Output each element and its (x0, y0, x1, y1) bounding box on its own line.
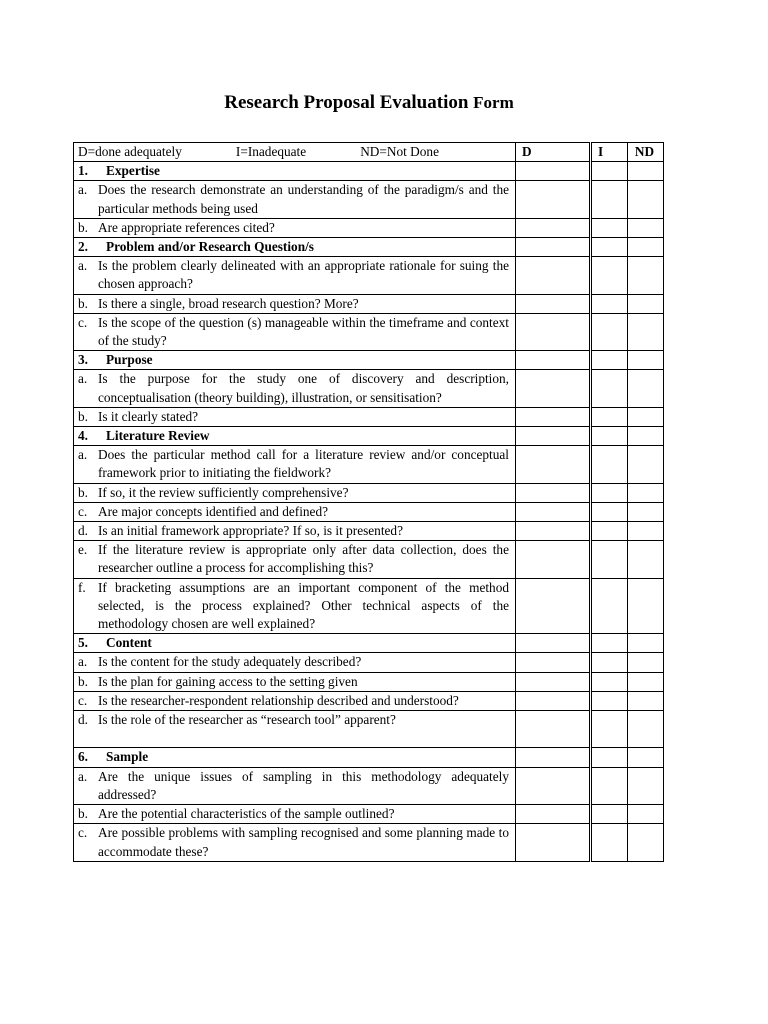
rating-cell-i[interactable] (592, 634, 628, 653)
question-text (74, 691, 516, 710)
section-row (74, 238, 664, 257)
row-text: Problem and/or Research Question/s (106, 239, 314, 255)
rating-cell-i[interactable] (592, 522, 628, 541)
question-row (74, 767, 664, 804)
rating-cell-nd[interactable] (628, 748, 664, 767)
rating-cell-d[interactable] (516, 483, 590, 502)
section-heading (74, 748, 516, 767)
question-text (74, 578, 516, 634)
rating-cell-d[interactable] (516, 427, 590, 446)
rating-cell-d[interactable] (516, 181, 590, 218)
rating-cell-nd[interactable] (628, 181, 664, 218)
rating-cell-nd[interactable] (628, 218, 664, 237)
question-text (74, 313, 516, 350)
rating-cell-nd[interactable] (628, 257, 664, 294)
row-text: If bracketing assumptions are an important component of the method selected, is the process explained? Other technical aspects of the methodology chosen are well explained? (98, 579, 509, 632)
rating-cell-nd[interactable] (628, 427, 664, 446)
rating-cell-i[interactable] (592, 313, 628, 350)
rating-cell-i[interactable] (592, 218, 628, 237)
page-title (0, 92, 738, 114)
rating-cell-d[interactable] (516, 653, 590, 672)
rating-cell-nd[interactable] (628, 672, 664, 691)
rating-cell-i[interactable] (592, 483, 628, 502)
row-label: b. (78, 673, 88, 689)
rating-cell-d[interactable] (516, 238, 590, 257)
rating-cell-i[interactable] (592, 351, 628, 370)
row-label: 1. (78, 163, 88, 179)
question-text (74, 446, 516, 483)
page-title-form: Form (473, 93, 514, 112)
evaluation-table-body (74, 143, 664, 862)
row-label: 4. (78, 428, 88, 444)
question-row (74, 653, 664, 672)
section-heading (74, 634, 516, 653)
question-text (74, 181, 516, 218)
row-text: Are possible problems with sampling recognised and some planning made to accommodate these? (98, 825, 509, 859)
row-label: c. (78, 314, 88, 330)
rating-cell-nd[interactable] (628, 634, 664, 653)
rating-cell-i[interactable] (592, 446, 628, 483)
question-text (74, 672, 516, 691)
rating-cell-d[interactable] (516, 711, 590, 748)
rating-cell-i[interactable] (592, 805, 628, 824)
question-text (74, 767, 516, 804)
rating-cell-d[interactable] (516, 407, 590, 426)
question-text (74, 218, 516, 237)
question-row (74, 541, 664, 578)
rating-cell-i[interactable] (592, 748, 628, 767)
question-row (74, 294, 664, 313)
row-label: a. (78, 447, 88, 463)
rating-cell-nd[interactable] (628, 824, 664, 861)
rating-cell-d[interactable] (516, 767, 590, 804)
rating-cell-nd[interactable] (628, 653, 664, 672)
row-text: Are the potential characteristics of the sample outlined? (98, 806, 395, 822)
rating-cell-i[interactable] (592, 711, 628, 748)
rating-cell-i[interactable] (592, 427, 628, 446)
section-row (74, 748, 664, 767)
rating-cell-d[interactable] (516, 748, 590, 767)
row-label: f. (78, 579, 86, 595)
question-row (74, 672, 664, 691)
rating-cell-d[interactable] (516, 446, 590, 483)
rating-cell-nd[interactable] (628, 238, 664, 257)
row-text: If the literature review is appropriate only after data collection, does the researcher outline a process for accomplishing this? (98, 542, 509, 576)
row-label: 5. (78, 635, 88, 651)
question-text (74, 711, 516, 748)
rating-cell-d[interactable] (516, 162, 590, 181)
rating-cell-i[interactable] (592, 370, 628, 407)
page-title-main: Research Proposal Evaluation (224, 92, 469, 113)
question-text (74, 805, 516, 824)
row-label: d. (78, 712, 88, 728)
section-heading (74, 238, 516, 257)
question-text (74, 541, 516, 578)
question-text (74, 483, 516, 502)
rating-cell-i[interactable] (592, 578, 628, 634)
rating-cell-nd[interactable] (628, 483, 664, 502)
rating-cell-i[interactable] (592, 407, 628, 426)
rating-cell-nd[interactable] (628, 578, 664, 634)
rating-cell-nd[interactable] (628, 522, 664, 541)
rating-cell-i[interactable] (592, 502, 628, 521)
row-text: Is the scope of the question (s) manageable within the timeframe and context of the study? (98, 314, 509, 349)
rating-cell-i[interactable] (592, 181, 628, 218)
row-text: Is an initial framework appropriate? If so, is it presented? (98, 523, 403, 539)
row-text: Is the problem clearly delineated with an appropriate rationale for suing the chosen approach? (98, 258, 509, 292)
row-text: Is the researcher-respondent relationship described and understood? (98, 692, 459, 708)
rating-cell-i[interactable] (592, 238, 628, 257)
row-text: Is the role of the researcher as “research tool” apparent? (98, 712, 396, 728)
rating-cell-d[interactable] (516, 691, 590, 710)
rating-cell-nd[interactable] (628, 691, 664, 710)
rating-cell-nd[interactable] (628, 351, 664, 370)
section-heading (74, 162, 516, 181)
row-label: a. (78, 768, 88, 784)
question-row (74, 502, 664, 521)
rating-cell-d[interactable] (516, 522, 590, 541)
rating-cell-nd[interactable] (628, 370, 664, 407)
section-row (74, 351, 664, 370)
section-heading (74, 351, 516, 370)
row-text: Expertise (106, 163, 160, 179)
legend-row (74, 143, 664, 162)
rating-cell-i[interactable] (592, 162, 628, 181)
row-text: Content (106, 635, 152, 651)
row-label: b. (78, 806, 88, 822)
rating-cell-nd[interactable] (628, 711, 664, 748)
question-text (74, 370, 516, 407)
question-text (74, 502, 516, 521)
question-row (74, 257, 664, 294)
question-row (74, 218, 664, 237)
row-text: Is the purpose for the study one of discovery and description, conceptualisation (theory building), illustration, or sensitisation? (98, 371, 509, 405)
question-text (74, 257, 516, 294)
rating-cell-nd[interactable] (628, 162, 664, 181)
section-row (74, 427, 664, 446)
section-row (74, 634, 664, 653)
row-text: Literature Review (106, 428, 210, 444)
legend-not-done: ND=Not Done (360, 144, 439, 159)
rating-cell-nd[interactable] (628, 767, 664, 804)
row-label: c. (78, 503, 88, 519)
question-text (74, 522, 516, 541)
rating-cell-i[interactable] (592, 824, 628, 861)
row-label: a. (78, 258, 88, 274)
legend-cell (74, 143, 516, 162)
rating-cell-nd[interactable] (628, 805, 664, 824)
section-row (74, 162, 664, 181)
row-text: Purpose (106, 352, 153, 368)
row-label: a. (78, 182, 88, 198)
question-row (74, 181, 664, 218)
question-row (74, 407, 664, 426)
rating-cell-i[interactable] (592, 294, 628, 313)
rating-cell-nd[interactable] (628, 407, 664, 426)
row-label: b. (78, 408, 88, 424)
row-text: Are appropriate references cited? (98, 219, 275, 235)
rating-cell-i[interactable] (592, 691, 628, 710)
rating-cell-d[interactable] (516, 351, 590, 370)
rating-cell-d[interactable] (516, 634, 590, 653)
section-heading (74, 427, 516, 446)
question-text (74, 407, 516, 426)
row-label: d. (78, 523, 88, 539)
row-label: 6. (78, 749, 88, 765)
rating-cell-i[interactable] (592, 653, 628, 672)
row-text: Does the research demonstrate an understanding of the paradigm/s and the particular methods being used (98, 182, 509, 216)
row-label: c. (78, 825, 88, 841)
rating-cell-d[interactable] (516, 541, 590, 578)
rating-cell-nd[interactable] (628, 502, 664, 521)
row-text: Is the plan for gaining access to the setting given (98, 673, 358, 689)
question-row (74, 483, 664, 502)
rating-cell-d[interactable] (516, 824, 590, 861)
rating-cell-nd[interactable] (628, 313, 664, 350)
row-text: Is it clearly stated? (98, 408, 199, 424)
rating-cell-i[interactable] (592, 767, 628, 804)
row-label: b. (78, 295, 88, 311)
question-text (74, 294, 516, 313)
question-row (74, 370, 664, 407)
question-row (74, 522, 664, 541)
question-row (74, 313, 664, 350)
rating-cell-d[interactable] (516, 218, 590, 237)
column-header-nd: ND (628, 143, 664, 162)
rating-cell-i[interactable] (592, 672, 628, 691)
question-row (74, 824, 664, 861)
rating-cell-i[interactable] (592, 257, 628, 294)
row-text: Are major concepts identified and defined? (98, 503, 329, 519)
rating-cell-nd[interactable] (628, 541, 664, 578)
row-text: Are the unique issues of sampling in this methodology adequately addressed? (98, 768, 509, 802)
question-row (74, 446, 664, 483)
rating-cell-d[interactable] (516, 257, 590, 294)
rating-cell-d[interactable] (516, 502, 590, 521)
row-text: Does the particular method call for a literature review and/or conceptual framework prior to initiating the fieldwork? (98, 447, 509, 481)
row-text: Sample (106, 749, 149, 765)
rating-cell-d[interactable] (516, 672, 590, 691)
row-text: If so, it the review sufficiently comprehensive? (98, 484, 349, 500)
row-label: 3. (78, 352, 88, 368)
rating-cell-d[interactable] (516, 805, 590, 824)
question-text (74, 653, 516, 672)
row-text: Is the content for the study adequately described? (98, 654, 362, 670)
legend-done: D=done adequately (78, 144, 182, 159)
rating-cell-nd[interactable] (628, 446, 664, 483)
question-row (74, 578, 664, 634)
question-row (74, 711, 664, 748)
rating-cell-d[interactable] (516, 370, 590, 407)
legend-inadequate: I=Inadequate (235, 144, 307, 159)
column-header-i: I (592, 143, 628, 162)
rating-cell-i[interactable] (592, 541, 628, 578)
rating-cell-d[interactable] (516, 294, 590, 313)
rating-cell-nd[interactable] (628, 294, 664, 313)
evaluation-table (73, 142, 664, 862)
column-header-d: D (516, 143, 590, 162)
question-row (74, 805, 664, 824)
row-label: b. (78, 484, 88, 500)
question-text (74, 824, 516, 861)
question-row (74, 691, 664, 710)
row-label: c. (78, 692, 88, 708)
row-label: a. (78, 371, 88, 387)
row-label: b. (78, 219, 88, 235)
rating-cell-d[interactable] (516, 578, 590, 634)
row-label: e. (78, 542, 88, 558)
row-label: 2. (78, 239, 88, 255)
row-label: a. (78, 654, 88, 670)
row-text: Is there a single, broad research question? More? (98, 295, 359, 311)
rating-cell-d[interactable] (516, 313, 590, 350)
